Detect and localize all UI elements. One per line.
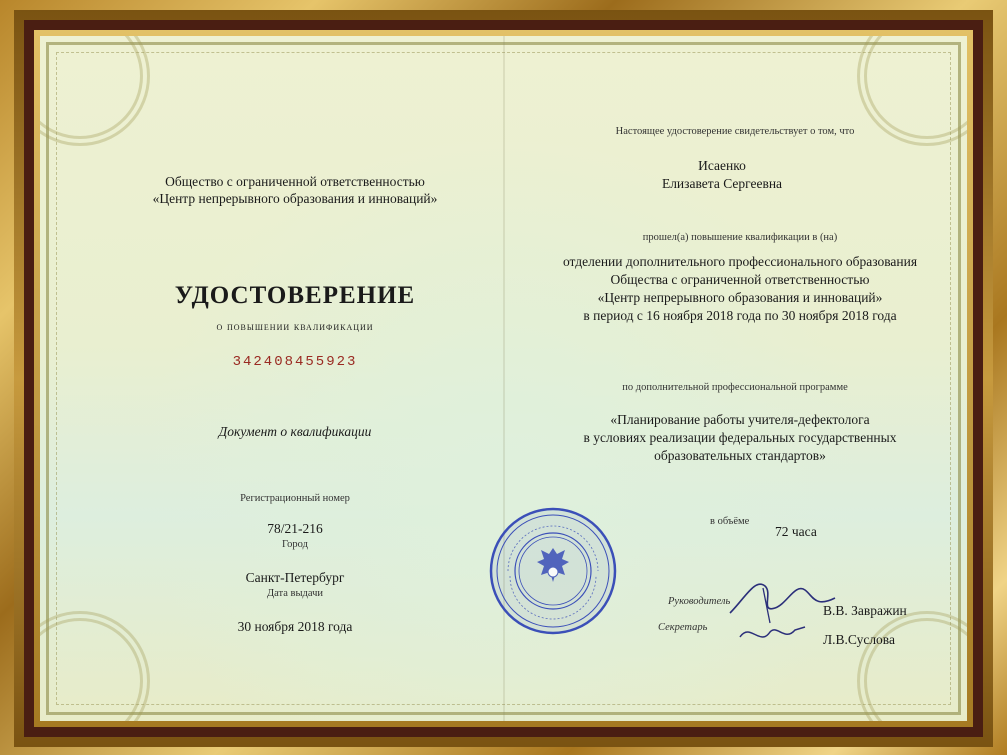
program-line-3: образовательных стандартов» <box>654 448 826 463</box>
org-line-1: Общество с ограниченной ответственностью <box>165 174 425 189</box>
holder-surname: Исаенко <box>698 158 746 173</box>
date-label: Дата выдачи <box>266 588 324 599</box>
secretary-name: Л.В.Суслова <box>823 632 895 647</box>
city: Санкт-Петербург <box>245 570 345 585</box>
document-title: УДОСТОВЕРЕНИЕ <box>174 282 416 309</box>
intro-text: Настоящее удостоверение свидетельствует о том, что <box>615 126 855 137</box>
head-label: Руководитель <box>668 596 731 607</box>
volume-label: в объёме <box>710 516 750 527</box>
place-line-1: отделении дополнительного профессионального образования <box>562 254 918 269</box>
place-line-3: «Центр непрерывного образования и инноваций» <box>597 290 883 305</box>
city-label: Город <box>282 539 308 550</box>
program-line-1: «Планирование работы учителя-дефектолога <box>610 412 870 427</box>
place-line-2: Общества с ограниченной ответственностью <box>610 272 870 287</box>
document-type: Документ о квалификации <box>218 424 372 439</box>
round-seal <box>488 506 618 636</box>
org-line-2: «Центр непрерывного образования и инноваций» <box>152 191 438 206</box>
passed-text: прошел(а) повышение квалификации в (на) <box>642 232 838 243</box>
period: в период с 16 ноября 2018 года по 30 ноября 2018 года <box>583 308 897 323</box>
program-line-2: в условиях реализации федеральных государственных <box>583 430 897 445</box>
serial-number: 342408455923 <box>232 354 358 370</box>
volume-hours: 72 часа <box>775 524 817 539</box>
secretary-label: Секретарь <box>658 622 708 633</box>
reg-number-label: Регистрационный номер <box>240 493 350 504</box>
secretary-signature <box>735 612 810 652</box>
program-label: по дополнительной профессиональной программе <box>622 382 848 393</box>
head-name: В.В. Завражин <box>823 603 907 618</box>
reg-number: 78/21-216 <box>267 521 323 536</box>
issue-date: 30 ноября 2018 года <box>237 619 353 634</box>
holder-name: Елизавета Сергеевна <box>661 176 783 191</box>
document-subtitle: о повышении квалификации <box>216 321 374 333</box>
